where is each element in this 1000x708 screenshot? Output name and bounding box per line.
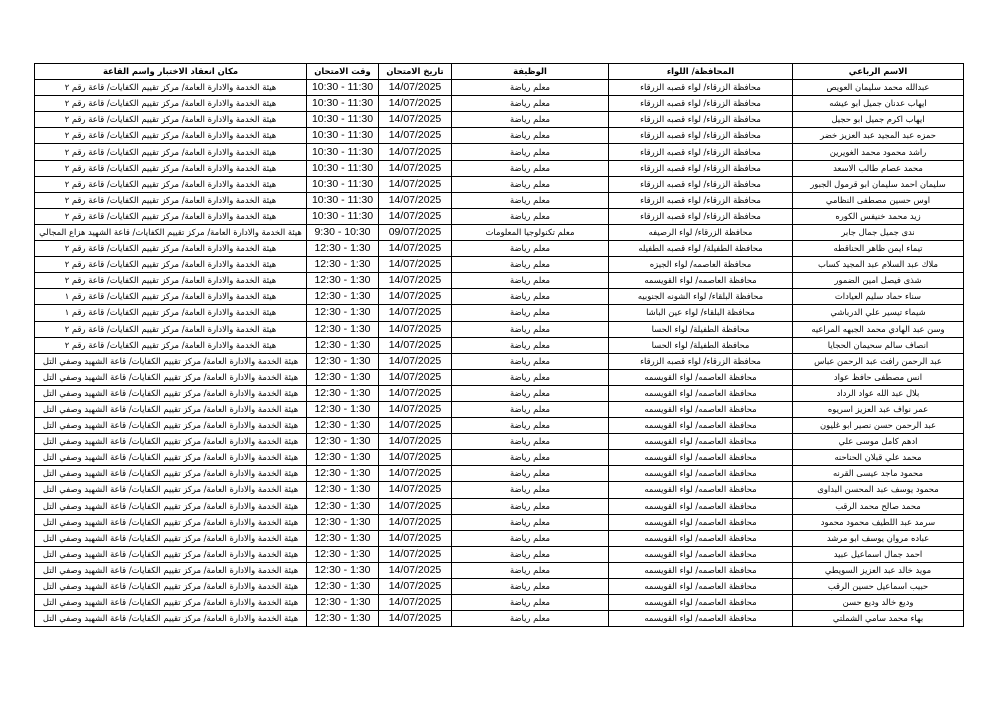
row-job-cell: معلم رياضة [452, 450, 609, 466]
table-row [35, 401, 964, 417]
table-row [35, 208, 964, 224]
row-time-cell: 10:30 - 11:30 [307, 208, 379, 224]
row-name-cell: سرمد عبد اللطيف محمود محمود [793, 514, 964, 530]
row-job-cell: معلم رياضة [452, 546, 609, 562]
table-row [35, 514, 964, 530]
row-name-cell: وسن عبد الهادي محمد الجبهه المراعيه [793, 321, 964, 337]
header-place: مكان انعقاد الاختبار واسم القاعة [35, 64, 307, 80]
table-row [35, 289, 964, 305]
row-name-cell: محمود ماجد عيسى القرنه [793, 466, 964, 482]
row-governorate-cell: محافظة الزرقاء/ لواء الرصيفه [609, 224, 793, 240]
row-name-cell: عمر نواف عبد العزيز اسريوه [793, 401, 964, 417]
row-date-cell: 14/07/2025 [379, 385, 452, 401]
row-governorate-cell: محافظة الطفيلة/ لواء قصبه الطفيله [609, 241, 793, 257]
row-date-cell: 14/07/2025 [379, 369, 452, 385]
row-place-cell: هيئة الخدمة والادارة العامة/ مركز تقييم الكفايات/ قاعة رقم ٢ [35, 160, 307, 176]
row-date-cell: 14/07/2025 [379, 546, 452, 562]
row-date-cell: 14/07/2025 [379, 401, 452, 417]
table-row [35, 96, 964, 112]
row-date-cell: 14/07/2025 [379, 273, 452, 289]
row-place-cell: هيئة الخدمة والادارة العامة/ مركز تقييم الكفايات/ قاعة رقم ٢ [35, 144, 307, 160]
row-time-cell: 12:30 - 1:30 [307, 418, 379, 434]
table-row [35, 530, 964, 546]
row-place-cell: هيئة الخدمة والادارة العامة/ مركز تقييم الكفايات/ قاعة الشهيد وصفي التل [35, 353, 307, 369]
row-time-cell: 12:30 - 1:30 [307, 321, 379, 337]
row-time-cell: 12:30 - 1:30 [307, 530, 379, 546]
row-date-cell: 14/07/2025 [379, 337, 452, 353]
row-name-cell: ايهاب عدنان جميل ابو عيشه [793, 96, 964, 112]
row-job-cell: معلم رياضة [452, 353, 609, 369]
row-governorate-cell: محافظة العاصمه/ لواء القويسمه [609, 530, 793, 546]
row-date-cell: 14/07/2025 [379, 579, 452, 595]
table-row [35, 595, 964, 611]
table-row [35, 273, 964, 289]
row-job-cell: معلم رياضة [452, 112, 609, 128]
table-row [35, 241, 964, 257]
row-governorate-cell: محافظة الزرقاء/ لواء قصبه الزرقاء [609, 128, 793, 144]
row-name-cell: حبيب اسماعيل حسين الرقب [793, 579, 964, 595]
row-date-cell: 14/07/2025 [379, 80, 452, 96]
row-time-cell: 12:30 - 1:30 [307, 257, 379, 273]
row-name-cell: مويد خالد عبد العزيز السويطي [793, 562, 964, 578]
row-time-cell: 10:30 - 11:30 [307, 192, 379, 208]
row-date-cell: 14/07/2025 [379, 321, 452, 337]
row-place-cell: هيئة الخدمة والادارة العامة/ مركز تقييم الكفايات/ قاعة الشهيد وصفي التل [35, 466, 307, 482]
row-governorate-cell: محافظة العاصمه/ لواء القويسمه [609, 482, 793, 498]
row-place-cell: هيئة الخدمة والادارة العامة/ مركز تقييم الكفايات/ قاعة رقم ٢ [35, 96, 307, 112]
row-place-cell: هيئة الخدمة والادارة العامة/ مركز تقييم الكفايات/ قاعة الشهيد وصفي التل [35, 514, 307, 530]
row-name-cell: حمزه عبد المجيد عبد العزيز خضر [793, 128, 964, 144]
row-job-cell: معلم رياضة [452, 530, 609, 546]
row-time-cell: 10:30 - 11:30 [307, 160, 379, 176]
row-date-cell: 14/07/2025 [379, 562, 452, 578]
row-job-cell: معلم رياضة [452, 305, 609, 321]
row-date-cell: 14/07/2025 [379, 112, 452, 128]
row-time-cell: 12:30 - 1:30 [307, 289, 379, 305]
row-job-cell: معلم رياضة [452, 192, 609, 208]
row-place-cell: هيئة الخدمة والادارة العامة/ مركز تقييم الكفايات/ قاعة رقم ٢ [35, 241, 307, 257]
row-time-cell: 12:30 - 1:30 [307, 546, 379, 562]
row-place-cell: هيئة الخدمة والادارة العامة/ مركز تقييم الكفايات/ قاعة رقم ٢ [35, 208, 307, 224]
row-place-cell: هيئة الخدمة والادارة العامة/ مركز تقييم الكفايات/ قاعة رقم ١ [35, 289, 307, 305]
row-governorate-cell: محافظة الزرقاء/ لواء قصبه الزرقاء [609, 192, 793, 208]
row-name-cell: انس مصطفى حافظ عواد [793, 369, 964, 385]
row-time-cell: 12:30 - 1:30 [307, 434, 379, 450]
header-name: الاسم الرباعي [793, 64, 964, 80]
row-place-cell: هيئة الخدمة والادارة العامة/ مركز تقييم الكفايات/ قاعة رقم ٢ [35, 273, 307, 289]
table-row [35, 128, 964, 144]
row-governorate-cell: محافظة البلقاء/ لواء الشونه الجنوبيه [609, 289, 793, 305]
row-time-cell: 10:30 - 11:30 [307, 80, 379, 96]
row-job-cell: معلم رياضة [452, 257, 609, 273]
row-place-cell: هيئة الخدمة والادارة العامة/ مركز تقييم الكفايات/ قاعة رقم ٢ [35, 257, 307, 273]
row-time-cell: 10:30 - 11:30 [307, 176, 379, 192]
row-place-cell: هيئة الخدمة والادارة العامة/ مركز تقييم الكفايات/ قاعة الشهيد وصفي التل [35, 450, 307, 466]
table-row [35, 80, 964, 96]
table-row [35, 546, 964, 562]
header-date: تاريخ الامتحان [379, 64, 452, 80]
row-time-cell: 10:30 - 11:30 [307, 128, 379, 144]
row-place-cell: هيئة الخدمة والادارة العامة/ مركز تقييم الكفايات/ قاعة الشهيد وصفي التل [35, 369, 307, 385]
table-row [35, 224, 964, 240]
row-date-cell: 14/07/2025 [379, 144, 452, 160]
row-place-cell: هيئة الخدمة والادارة العامة/ مركز تقييم الكفايات/ قاعة الشهيد وصفي التل [35, 401, 307, 417]
row-job-cell: معلم رياضة [452, 160, 609, 176]
row-name-cell: بهاء محمد سامي الشملتي [793, 611, 964, 627]
row-time-cell: 10:30 - 11:30 [307, 112, 379, 128]
row-governorate-cell: محافظة العاصمه/ لواء القويسمه [609, 418, 793, 434]
row-name-cell: سليمان احمد سليمان ابو قرمول الجبور [793, 176, 964, 192]
row-job-cell: معلم رياضة [452, 579, 609, 595]
row-job-cell: معلم رياضة [452, 498, 609, 514]
row-governorate-cell: محافظة العاصمه/ لواء القويسمه [609, 562, 793, 578]
row-place-cell: هيئة الخدمة والادارة العامة/ مركز تقييم الكفايات/ قاعة رقم ٢ [35, 176, 307, 192]
row-date-cell: 14/07/2025 [379, 192, 452, 208]
row-date-cell: 14/07/2025 [379, 466, 452, 482]
row-name-cell: وديع خالد وديع حسن [793, 595, 964, 611]
row-name-cell: تيماء ايمن ظاهر الحناقطه [793, 241, 964, 257]
row-governorate-cell: محافظة العاصمه/ لواء القويسمه [609, 450, 793, 466]
row-place-cell: هيئة الخدمة والادارة العامة/ مركز تقييم الكفايات/ قاعة الشهيد هزاع المجالي [35, 224, 307, 240]
row-time-cell: 12:30 - 1:30 [307, 369, 379, 385]
table-row [35, 337, 964, 353]
row-name-cell: ايهاب اكرم جميل ابو حجيل [793, 112, 964, 128]
row-governorate-cell: محافظة العاصمه/ لواء القويسمه [609, 401, 793, 417]
row-place-cell: هيئة الخدمة والادارة العامة/ مركز تقييم الكفايات/ قاعة رقم ٢ [35, 192, 307, 208]
row-date-cell: 14/07/2025 [379, 482, 452, 498]
row-name-cell: محمد صالح محمد الرقب [793, 498, 964, 514]
table-row [35, 385, 964, 401]
table-row [35, 466, 964, 482]
row-time-cell: 12:30 - 1:30 [307, 273, 379, 289]
row-name-cell: عبد الرحمن رافت عبد الرحمن عباس [793, 353, 964, 369]
row-job-cell: معلم رياضة [452, 595, 609, 611]
row-governorate-cell: محافظة العاصمه/ لواء القويسمه [609, 514, 793, 530]
row-place-cell: هيئة الخدمة والادارة العامة/ مركز تقييم الكفايات/ قاعة الشهيد وصفي التل [35, 498, 307, 514]
row-job-cell: معلم رياضة [452, 514, 609, 530]
table-row [35, 498, 964, 514]
table-row [35, 305, 964, 321]
row-governorate-cell: محافظة العاصمه/ لواء القويسمه [609, 595, 793, 611]
row-job-cell: معلم رياضة [452, 434, 609, 450]
header-governorate: المحافظة/ اللواء [609, 64, 793, 80]
row-place-cell: هيئة الخدمة والادارة العامة/ مركز تقييم الكفايات/ قاعة الشهيد وصفي التل [35, 530, 307, 546]
row-job-cell: معلم رياضة [452, 466, 609, 482]
row-date-cell: 14/07/2025 [379, 176, 452, 192]
row-name-cell: محمد علي قبلان الحناحنه [793, 450, 964, 466]
row-name-cell: احمد جمال اسماعيل عبيد [793, 546, 964, 562]
table-row [35, 192, 964, 208]
row-date-cell: 14/07/2025 [379, 530, 452, 546]
row-time-cell: 12:30 - 1:30 [307, 305, 379, 321]
row-job-cell: معلم رياضة [452, 128, 609, 144]
row-time-cell: 12:30 - 1:30 [307, 579, 379, 595]
row-time-cell: 12:30 - 1:30 [307, 611, 379, 627]
row-place-cell: هيئة الخدمة والادارة العامة/ مركز تقييم الكفايات/ قاعة رقم ١ [35, 305, 307, 321]
row-governorate-cell: محافظة العاصمه/ لواء القويسمه [609, 434, 793, 450]
row-job-cell: معلم رياضة [452, 176, 609, 192]
row-date-cell: 14/07/2025 [379, 96, 452, 112]
row-date-cell: 14/07/2025 [379, 611, 452, 627]
table-row [35, 434, 964, 450]
row-governorate-cell: محافظة العاصمه/ لواء القويسمه [609, 546, 793, 562]
row-job-cell: معلم رياضة [452, 144, 609, 160]
table-row [35, 562, 964, 578]
row-job-cell: معلم تكنولوجيا المعلومات [452, 224, 609, 240]
row-job-cell: معلم رياضة [452, 208, 609, 224]
row-job-cell: معلم رياضة [452, 241, 609, 257]
row-name-cell: شذى فيصل امين الضمور [793, 273, 964, 289]
row-time-cell: 9:30 - 10:30 [307, 224, 379, 240]
row-place-cell: هيئة الخدمة والادارة العامة/ مركز تقييم الكفايات/ قاعة رقم ٢ [35, 337, 307, 353]
row-governorate-cell: محافظة العاصمه/ لواء القويسمه [609, 498, 793, 514]
row-date-cell: 14/07/2025 [379, 418, 452, 434]
row-date-cell: 14/07/2025 [379, 257, 452, 273]
row-governorate-cell: محافظة الزرقاء/ لواء قصبه الزرقاء [609, 144, 793, 160]
table-row [35, 369, 964, 385]
row-place-cell: هيئة الخدمة والادارة العامة/ مركز تقييم الكفايات/ قاعة الشهيد وصفي التل [35, 482, 307, 498]
table-row [35, 418, 964, 434]
row-place-cell: هيئة الخدمة والادارة العامة/ مركز تقييم الكفايات/ قاعة الشهيد وصفي التل [35, 385, 307, 401]
row-date-cell: 14/07/2025 [379, 208, 452, 224]
row-place-cell: هيئة الخدمة والادارة العامة/ مركز تقييم الكفايات/ قاعة الشهيد وصفي التل [35, 562, 307, 578]
row-job-cell: معلم رياضة [452, 321, 609, 337]
row-job-cell: معلم رياضة [452, 273, 609, 289]
row-date-cell: 14/07/2025 [379, 498, 452, 514]
row-place-cell: هيئة الخدمة والادارة العامة/ مركز تقييم الكفايات/ قاعة رقم ٢ [35, 112, 307, 128]
table-header-row [35, 64, 964, 80]
row-job-cell: معلم رياضة [452, 385, 609, 401]
row-place-cell: هيئة الخدمة والادارة العامة/ مركز تقييم الكفايات/ قاعة الشهيد وصفي التل [35, 579, 307, 595]
row-date-cell: 14/07/2025 [379, 514, 452, 530]
row-governorate-cell: محافظة الزرقاء/ لواء قصبه الزرقاء [609, 353, 793, 369]
table-body [35, 80, 964, 627]
table-row [35, 257, 964, 273]
row-time-cell: 12:30 - 1:30 [307, 241, 379, 257]
row-governorate-cell: محافظة الطفيلة/ لواء الحسا [609, 321, 793, 337]
row-job-cell: معلم رياضة [452, 401, 609, 417]
table-row [35, 353, 964, 369]
row-governorate-cell: محافظة العاصمه/ لواء القويسمه [609, 466, 793, 482]
row-place-cell: هيئة الخدمة والادارة العامة/ مركز تقييم الكفايات/ قاعة الشهيد وصفي التل [35, 595, 307, 611]
row-date-cell: 14/07/2025 [379, 595, 452, 611]
row-job-cell: معلم رياضة [452, 611, 609, 627]
row-time-cell: 12:30 - 1:30 [307, 337, 379, 353]
row-place-cell: هيئة الخدمة والادارة العامة/ مركز تقييم الكفايات/ قاعة الشهيد وصفي التل [35, 418, 307, 434]
row-job-cell: معلم رياضة [452, 289, 609, 305]
row-job-cell: معلم رياضة [452, 96, 609, 112]
row-date-cell: 14/07/2025 [379, 434, 452, 450]
row-name-cell: بلال عبد الله عواد الرداد [793, 385, 964, 401]
row-place-cell: هيئة الخدمة والادارة العامة/ مركز تقييم الكفايات/ قاعة رقم ٢ [35, 128, 307, 144]
row-name-cell: عباده مروان يوسف ابو مرشد [793, 530, 964, 546]
row-name-cell: ملاك عبد السلام عبد المجيد كساب [793, 257, 964, 273]
row-governorate-cell: محافظة الزرقاء/ لواء قصبه الزرقاء [609, 160, 793, 176]
row-time-cell: 12:30 - 1:30 [307, 482, 379, 498]
row-place-cell: هيئة الخدمة والادارة العامة/ مركز تقييم الكفايات/ قاعة الشهيد وصفي التل [35, 546, 307, 562]
row-date-cell: 14/07/2025 [379, 160, 452, 176]
row-governorate-cell: محافظة العاصمه/ لواء القويسمه [609, 273, 793, 289]
row-date-cell: 14/07/2025 [379, 289, 452, 305]
row-time-cell: 12:30 - 1:30 [307, 385, 379, 401]
row-governorate-cell: محافظة الزرقاء/ لواء قصبه الزرقاء [609, 112, 793, 128]
header-job: الوظيفة [452, 64, 609, 80]
row-date-cell: 14/07/2025 [379, 353, 452, 369]
row-job-cell: معلم رياضة [452, 337, 609, 353]
exam-schedule-table [34, 63, 964, 627]
row-governorate-cell: محافظة العاصمه/ لواء القويسمه [609, 579, 793, 595]
row-job-cell: معلم رياضة [452, 418, 609, 434]
row-governorate-cell: محافظة البلقاء/ لواء عين الباشا [609, 305, 793, 321]
row-governorate-cell: محافظة الزرقاء/ لواء قصبه الزرقاء [609, 80, 793, 96]
header-time: وقت الامتحان [307, 64, 379, 80]
table-row [35, 176, 964, 192]
row-place-cell: هيئة الخدمة والادارة العامة/ مركز تقييم الكفايات/ قاعة رقم ٢ [35, 321, 307, 337]
table-row [35, 112, 964, 128]
row-time-cell: 10:30 - 11:30 [307, 144, 379, 160]
row-place-cell: هيئة الخدمة والادارة العامة/ مركز تقييم الكفايات/ قاعة رقم ٢ [35, 80, 307, 96]
row-time-cell: 12:30 - 1:30 [307, 353, 379, 369]
row-governorate-cell: محافظة العاصمه/ لواء الجيزه [609, 257, 793, 273]
row-place-cell: هيئة الخدمة والادارة العامة/ مركز تقييم الكفايات/ قاعة الشهيد وصفي التل [35, 434, 307, 450]
table-row [35, 450, 964, 466]
row-name-cell: شيماء تيسير علي الدرباشي [793, 305, 964, 321]
table-row [35, 160, 964, 176]
row-job-cell: معلم رياضة [452, 369, 609, 385]
row-governorate-cell: محافظة الزرقاء/ لواء قصبه الزرقاء [609, 96, 793, 112]
row-job-cell: معلم رياضة [452, 562, 609, 578]
row-governorate-cell: محافظة الطفيلة/ لواء الحسا [609, 337, 793, 353]
row-job-cell: معلم رياضة [452, 482, 609, 498]
row-name-cell: عبدالله محمد سليمان العويص [793, 80, 964, 96]
row-time-cell: 10:30 - 11:30 [307, 96, 379, 112]
row-date-cell: 14/07/2025 [379, 450, 452, 466]
row-name-cell: زيد محمد خنيفس الكوره [793, 208, 964, 224]
row-name-cell: ادهم كامل موسى علي [793, 434, 964, 450]
table-row [35, 144, 964, 160]
row-name-cell: اوس حسين مصطفى النظامي [793, 192, 964, 208]
row-time-cell: 12:30 - 1:30 [307, 514, 379, 530]
row-time-cell: 12:30 - 1:30 [307, 595, 379, 611]
row-governorate-cell: محافظة الزرقاء/ لواء قصبه الزرقاء [609, 208, 793, 224]
row-time-cell: 12:30 - 1:30 [307, 466, 379, 482]
row-governorate-cell: محافظة العاصمه/ لواء القويسمه [609, 369, 793, 385]
row-job-cell: معلم رياضة [452, 80, 609, 96]
row-time-cell: 12:30 - 1:30 [307, 401, 379, 417]
table-row [35, 611, 964, 627]
row-name-cell: سناء حماد سليم العيادات [793, 289, 964, 305]
row-governorate-cell: محافظة العاصمه/ لواء القويسمه [609, 385, 793, 401]
row-date-cell: 09/07/2025 [379, 224, 452, 240]
row-governorate-cell: محافظة العاصمه/ لواء القويسمه [609, 611, 793, 627]
row-name-cell: ندى جميل جمال جابر [793, 224, 964, 240]
row-time-cell: 12:30 - 1:30 [307, 562, 379, 578]
row-date-cell: 14/07/2025 [379, 241, 452, 257]
row-governorate-cell: محافظة الزرقاء/ لواء قصبه الزرقاء [609, 176, 793, 192]
table-row [35, 579, 964, 595]
row-time-cell: 12:30 - 1:30 [307, 450, 379, 466]
row-name-cell: راشد محمود محمد الغويرين [793, 144, 964, 160]
row-date-cell: 14/07/2025 [379, 128, 452, 144]
row-name-cell: محمد عصام طالب الاسعد [793, 160, 964, 176]
row-name-cell: محمود يوسف عبد المحسن البداوى [793, 482, 964, 498]
row-place-cell: هيئة الخدمة والادارة العامة/ مركز تقييم الكفايات/ قاعة الشهيد وصفي التل [35, 611, 307, 627]
row-name-cell: عبد الرحمن حسن نصير ابو غليون [793, 418, 964, 434]
row-date-cell: 14/07/2025 [379, 305, 452, 321]
row-time-cell: 12:30 - 1:30 [307, 498, 379, 514]
table-row [35, 482, 964, 498]
row-name-cell: انصاف سالم سحيمان الحجايا [793, 337, 964, 353]
table-row [35, 321, 964, 337]
